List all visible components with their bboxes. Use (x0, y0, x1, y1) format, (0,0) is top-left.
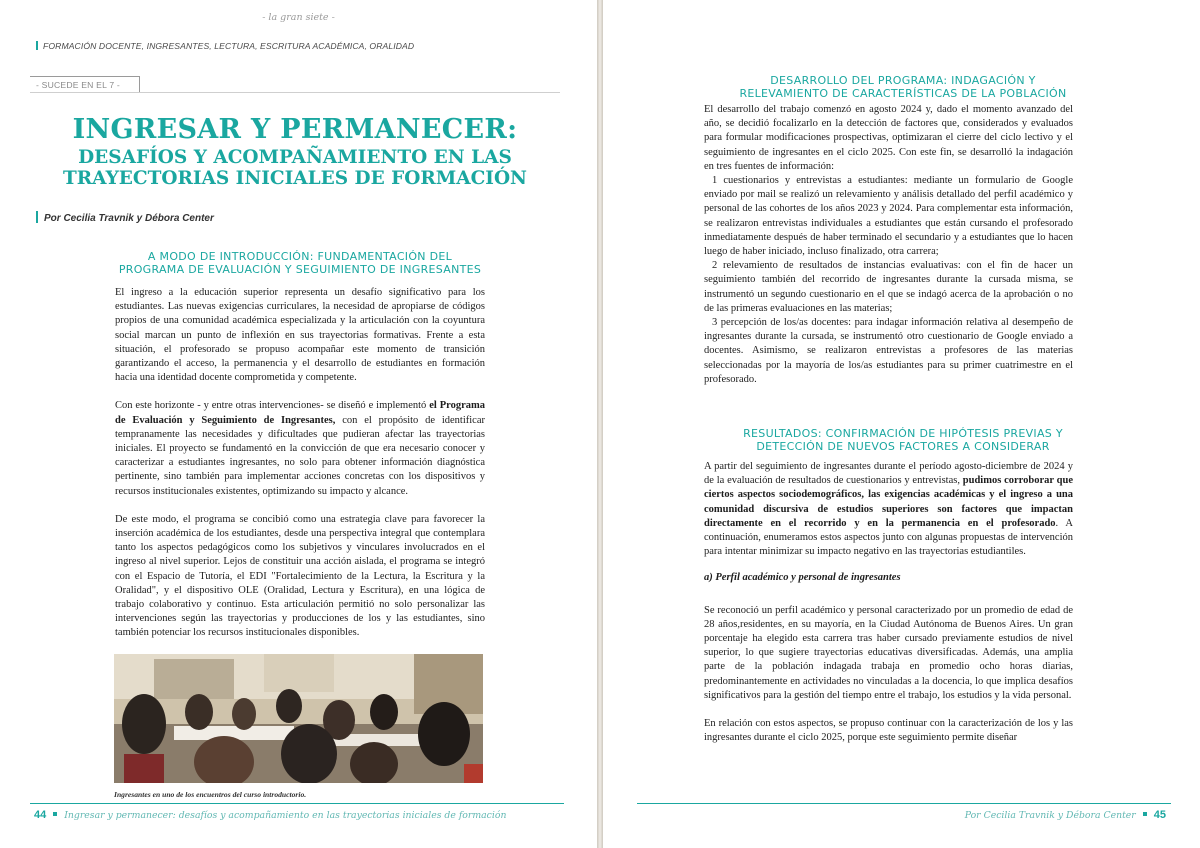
paragraph-continuation: En relación con estos aspectos, se propuso continuar con la caracterización de los y las ingresantes durante el ciclo 2025, porque este seguimiento permite diseñar (704, 718, 1073, 744)
development-heading-line-2: RELEVAMIENTO DE CARACTERÍSTICAS DE LA POBLACIÓN (739, 87, 1067, 100)
section-tab: - SUCEDE EN EL 7 - (30, 76, 140, 92)
paragraph-results (704, 460, 1073, 559)
paragraph-intro: El ingreso a la educación superior representa un desafío significativo para los estudiantes. Las nuevas exigencias curriculares, la necesidad de apropiarse de códigos propios de una comunidad académica especializada y la articulación con la coyuntura social marcan un punto de inflexión en sus trayectorias formativas. Frente a esta situación, el profesorado se propuso acompañar este momento de transición garantizando el acceso, la permanencia y el desarrollo de estudiantes en formación hacia una identidad docente comprometida y competente. (115, 287, 485, 384)
photo-caption: Ingresantes en uno de los encuentros del curso introductorio. (114, 790, 307, 799)
page-number-right: 45 (1153, 809, 1166, 821)
paragraph-source-3: 3 percepción de los/as docentes: para indagar información relativa al desempeño de ingresantes durante la cursada, se instrumentó otro cuestionario de Google enviado a docentes. Asimismo, se realizaron entrevistas a profesores de las materias seleccionadas por la mayoría de los/as estudiantes para su primer cuatrimestre en el profesorado. (704, 317, 1073, 385)
footer-left (34, 809, 506, 821)
development-heading-line-1: DESARROLLO DEL PROGRAMA: INDAGACIÓN Y (770, 74, 1036, 87)
subheading-profile: a) Perfil académico y personal de ingresantes (704, 572, 901, 584)
left-body (115, 286, 485, 641)
p2-text-b: con el propósito de identificar tempranamente las necesidades y dificultades que pudieran afectar las trayectorias iniciales. El proyecto se fundamentó en la convicción de que era necesario conocer y caracterizar a estudiantes ingresantes, no solo para obtener información diagnóstica pertinente, sino también para implementar acciones concretas con los dispositivos y recursos institucionales existentes, optimizando su impacto y alcance. (115, 414, 485, 497)
paragraph-source-2: 2 relevamiento de resultados de instancias evaluativas: con el fin de hacer un seguimiento también del recorrido de ingresantes durante la cursada misma, se instrumentó un segundo cuestionario en el que se indagó acerca de la aprobación o no de las primeras evaluaciones en las materias; (704, 260, 1073, 314)
r1-bold: pudimos corroborar que ciertos aspectos sociodemográficos, las exigencias académicas y el ingreso a una comunidad discursiva de estudios superiores son factores que impactan directamente en el recorrido y en la permanencia en el profesorado (704, 475, 1073, 529)
article-subtitle (40, 147, 550, 189)
subtitle-line-2: TRAYECTORIAS INICIALES DE FORMACIÓN (63, 168, 527, 189)
r1-text-a: A partir del seguimiento de ingresantes durante el período agosto-diciembre de 2024 y de la evaluación de resultados de cuestionarios y entrevistas, (704, 461, 1073, 487)
paragraph-source-1: 1 cuestionarios y entrevistas a estudiantes: mediante un formulario de Google enviado por mail se realizó un relevamiento y análisis detallado del perfil académico y personal de las cohortes de los años 2023 y 2024. Para complementar esta información, se realizaron entrevistas individuales a estudiantes que están cursando el profesorado inmediatamente después de haber terminado el secundario y a estudiantes que lo hacen luego de haber iniciado, incluso finalizado, otra carrera; (704, 175, 1073, 258)
footer-author: Por Cecilia Travnik y Débora Center (964, 810, 1136, 821)
paragraph-development: El desarrollo del trabajo comenzó en agosto 2024 y, dado el momento avanzado del año, se decidió focalizarlo en la detección de factores que, considerados y evaluados para formular modificaciones prospectivas, optimizaran el cierre del ciclo lectivo y el seguimiento de ingresantes en el ciclo 2025. Con este fin, se desarrolló la indagación en tres fuentes de información: (704, 104, 1073, 172)
footer-right (965, 809, 1166, 821)
paragraph-profile: Se reconoció un perfil académico y personal caracterizado por un promedio de edad de 28 años,residentes, en su mayoría, en la Ciudad Autónoma de Buenos Aires. Un gran porcentaje ha elegido esta carrera tras haber cursado previamente estudios de nivel superior, lo que sugiere trayectorias educativas diversificadas. Además, una amplia parte de la población indagada trabaja en promedio ocho horas diarias, predominantemente en actividades no vinculadas a la docencia, lo que implica desafíos significativos para la gestión del tiempo entre el trabajo, los estudios y la vida personal. (704, 604, 1073, 701)
intro-heading-line-2: PROGRAMA DE EVALUACIÓN Y SEGUIMIENTO DE INGRESANTES (118, 263, 482, 276)
article-title: INGRESAR Y PERMANECER: (72, 114, 518, 145)
r1-text-b: . A continuación, enumeramos estos aspectos junto con algunas propuestas de intervención para intentar minimizar su impacto negativo en las trayectorias estudiantiles. (704, 517, 1073, 558)
page-number-left: 44 (34, 809, 47, 821)
footer-line-left (30, 803, 564, 804)
intro-heading-line-1: A MODO DE INTRODUCCIÓN: FUNDAMENTACIÓN DEL (147, 250, 453, 263)
paragraph-horizon (115, 399, 485, 498)
subtitle-line-1: DESAFÍOS Y ACOMPAÑAMIENTO EN LAS (78, 147, 512, 168)
classroom-photo (114, 654, 483, 783)
keywords (36, 41, 414, 51)
paragraph-strategy: De este modo, el programa se concibió como una estrategia clave para favorecer la inserción académica de los estudiantes, desde una perspectiva integral que contemplara tanto los aspectos pedagógicos como los subjetivos y vinculares involucrados en el ingreso al nivel superior. Lejos de constituir una acción aislada, el programa se integró con el Espacio de Tutoría, el EDI "Fortalecimiento de la Lectura, la Escritura y la Oralidad", y el dispositivo OLE (Oralidad, Lectura y Escritura), en una lógica de trabajo colaborativo y continuo. Esta articulación permitió no solo personalizar las intervenciones según las trayectorias y producciones de los y las estudiantes, sino también potenciar los recursos institucionales disponibles. (115, 513, 485, 639)
footer-dot-right (1143, 812, 1147, 816)
development-body (704, 103, 1073, 387)
results-heading-line-2: DETECCIÓN DE NUEVOS FACTORES A CONSIDERAR (756, 440, 1050, 453)
footer-title: Ingresar y permanecer: desafíos y acompañamiento en las trayectorias iniciales de formación (64, 810, 507, 821)
intro-heading (114, 250, 486, 276)
p2-text-a: Con este horizonte - y entre otras intervenciones- se diseñó e implementó (115, 400, 430, 412)
p2-bold: el Programa de Evaluación y Seguimiento de Ingresantes, (115, 400, 485, 426)
right-page (603, 0, 1200, 848)
footer-dot-left (53, 812, 57, 816)
keywords-text: FORMACIÓN DOCENTE, INGRESANTES, LECTURA, ESCRITURA ACADÉMICA, ORALIDAD (43, 41, 415, 51)
keyword-bar (36, 41, 38, 50)
running-head: - la gran siete - (262, 12, 335, 23)
left-page (0, 0, 597, 848)
byline (36, 211, 214, 224)
results-heading (703, 427, 1103, 453)
results-heading-line-1: RESULTADOS: CONFIRMACIÓN DE HIPÓTESIS PREVIAS Y (743, 427, 1063, 440)
section-divider (30, 92, 560, 93)
footer-line-right (637, 803, 1171, 804)
byline-text: Por Cecilia Travnik y Débora Center (44, 213, 214, 224)
development-heading (703, 74, 1103, 100)
results-body (704, 460, 1073, 745)
byline-bar (36, 211, 38, 223)
